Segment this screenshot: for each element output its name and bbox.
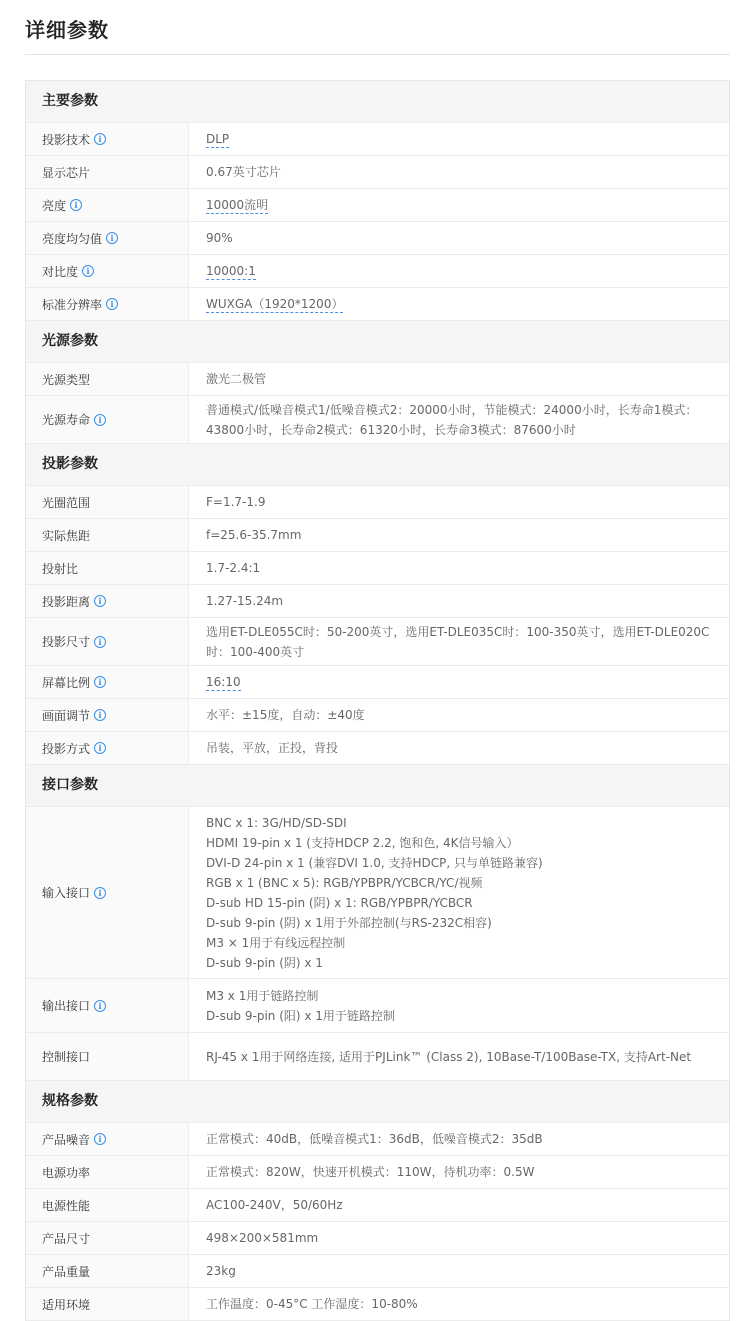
spec-value-cell xyxy=(189,189,729,221)
spec-label: 光源类型 xyxy=(42,372,91,387)
spec-row xyxy=(26,363,729,396)
spec-value-link[interactable]: 10000:1 xyxy=(206,263,256,278)
spec-row xyxy=(26,486,729,519)
spec-value-line: M3 x 1用于链路控制 xyxy=(206,988,319,1003)
spec-label: 投影尺寸 xyxy=(42,635,91,649)
section-header: 接口参数 xyxy=(26,765,729,807)
spec-label-cell xyxy=(26,189,189,221)
spec-value: 激光二极管 xyxy=(206,372,267,386)
info-icon[interactable]: i xyxy=(70,199,82,211)
spec-label: 适用环境 xyxy=(42,1297,91,1312)
spec-value-cell xyxy=(189,288,729,320)
spec-label-cell xyxy=(26,552,189,584)
spec-label-cell xyxy=(26,666,189,698)
spec-value: F=1.7-1.9 xyxy=(206,495,266,509)
spec-value: 1.27-15.24m xyxy=(206,594,284,608)
spec-label-cell xyxy=(26,222,189,254)
spec-value-cell xyxy=(189,1156,729,1188)
spec-value-cell xyxy=(189,1222,729,1254)
spec-label: 画面调节 xyxy=(42,708,91,723)
spec-value-cell xyxy=(189,486,729,518)
spec-label: 投影方式 xyxy=(42,741,91,756)
spec-value: 23kg xyxy=(206,1264,236,1278)
spec-value: AC100-240V，50/60Hz xyxy=(206,1198,343,1212)
spec-label: 光源寿命 xyxy=(42,413,91,427)
spec-value-cell xyxy=(189,1123,729,1155)
info-icon[interactable]: i xyxy=(94,1000,106,1012)
spec-label: 电源功率 xyxy=(42,1165,91,1180)
spec-value-cell xyxy=(189,732,729,764)
section-header: 规格参数 xyxy=(26,1081,729,1123)
spec-label-cell xyxy=(26,1033,189,1080)
spec-value-cell xyxy=(189,807,729,978)
spec-label-cell xyxy=(26,519,189,551)
spec-label: 投影距离 xyxy=(42,594,91,609)
spec-row xyxy=(26,1033,729,1081)
spec-label-cell xyxy=(26,1156,189,1188)
spec-label: 光圈范围 xyxy=(42,495,91,510)
spec-label: 产品噪音 xyxy=(42,1132,91,1147)
info-icon[interactable]: i xyxy=(82,265,94,277)
spec-row xyxy=(26,666,729,699)
spec-value-line: D-sub 9-pin (阴) x 1 xyxy=(206,955,323,970)
spec-value-cell xyxy=(189,1033,729,1080)
info-icon[interactable]: i xyxy=(94,133,106,145)
spec-row xyxy=(26,222,729,255)
spec-row xyxy=(26,123,729,156)
spec-value: f=25.6-35.7mm xyxy=(206,528,302,542)
spec-row xyxy=(26,1156,729,1189)
spec-label: 控制接口 xyxy=(42,1050,91,1064)
info-icon[interactable]: i xyxy=(94,709,106,721)
spec-label-cell xyxy=(26,1288,189,1320)
info-icon[interactable]: i xyxy=(106,232,118,244)
spec-value-cell xyxy=(189,979,729,1032)
spec-value: 工作温度：0-45°C 工作湿度：10-80% xyxy=(206,1297,418,1311)
spec-row xyxy=(26,288,729,321)
spec-value: 正常模式：820W，快速开机模式：110W，待机功率：0.5W xyxy=(206,1165,535,1179)
spec-row xyxy=(26,1288,729,1321)
spec-label: 标准分辨率 xyxy=(42,297,103,312)
spec-label-cell xyxy=(26,123,189,155)
spec-value-cell xyxy=(189,363,729,395)
page-title: 详细参数 xyxy=(25,18,109,42)
spec-value-line: DVI-D 24-pin x 1 (兼容DVI 1.0, 支持HDCP, 只与单链路兼容) xyxy=(206,855,543,870)
spec-value: 1.7-2.4:1 xyxy=(206,561,261,575)
info-icon[interactable]: i xyxy=(94,414,106,426)
spec-value-line: D-sub 9-pin (阴) x 1用于外部控制(与RS-232C相容) xyxy=(206,915,492,930)
spec-value-line: D-sub HD 15-pin (阴) x 1: RGB/YPBPR/YCBCR xyxy=(206,895,473,910)
spec-label: 投射比 xyxy=(42,561,79,576)
spec-value-cell xyxy=(189,396,729,443)
spec-value-cell xyxy=(189,1255,729,1287)
spec-value-line: D-sub 9-pin (阳) x 1用于链路控制 xyxy=(206,1008,395,1023)
spec-row xyxy=(26,1222,729,1255)
spec-row xyxy=(26,732,729,765)
spec-label: 亮度均匀值 xyxy=(42,231,103,246)
spec-label: 显示芯片 xyxy=(42,165,91,180)
spec-row xyxy=(26,255,729,288)
spec-value-line: HDMI 19-pin x 1 (支持HDCP 2.2, 饱和色, 4K信号输入） xyxy=(206,835,519,850)
spec-value-link[interactable]: DLP xyxy=(206,131,230,146)
spec-label-cell xyxy=(26,1189,189,1221)
section-header: 光源参数 xyxy=(26,321,729,363)
section-header: 主要参数 xyxy=(26,81,729,123)
spec-value-cell xyxy=(189,1288,729,1320)
spec-value: RJ-45 x 1用于网络连接, 适用于PJLink™ (Class 2), 10Base-T/100Base-TX, 支持Art-Net xyxy=(206,1049,692,1064)
spec-value: 水平：±15度，自动：±40度 xyxy=(206,708,365,722)
spec-value-cell xyxy=(189,222,729,254)
spec-label-cell xyxy=(26,1222,189,1254)
spec-value-cell xyxy=(189,585,729,617)
spec-value: 498×200×581mm xyxy=(206,1231,319,1245)
spec-label: 投影技术 xyxy=(42,132,91,147)
spec-label-cell xyxy=(26,618,189,665)
spec-label: 屏幕比例 xyxy=(42,675,91,690)
section-header: 投影参数 xyxy=(26,444,729,486)
spec-value-line: M3 × 1用于有线远程控制 xyxy=(206,935,346,950)
spec-label: 产品重量 xyxy=(42,1264,91,1279)
spec-label-cell xyxy=(26,486,189,518)
spec-label-cell xyxy=(26,363,189,395)
info-icon[interactable]: i xyxy=(94,676,106,688)
spec-value: 0.67英寸芯片 xyxy=(206,165,281,179)
info-icon[interactable]: i xyxy=(94,1133,106,1145)
spec-row xyxy=(26,156,729,189)
spec-row xyxy=(26,699,729,732)
spec-table xyxy=(25,80,730,1321)
spec-row xyxy=(26,585,729,618)
spec-row xyxy=(26,1255,729,1288)
spec-value-link[interactable]: 16:10 xyxy=(206,674,241,689)
spec-value-cell xyxy=(189,1189,729,1221)
spec-row xyxy=(26,1189,729,1222)
spec-label: 对比度 xyxy=(42,264,79,279)
spec-value-link[interactable]: WUXGA（1920*1200） xyxy=(206,296,344,311)
spec-value-cell xyxy=(189,666,729,698)
spec-value: 选用ET-DLE055C时：50-200英寸，选用ET-DLE035C时：100-350英寸，选用ET-DLE020C时：100-400英寸 xyxy=(206,624,710,659)
spec-label: 产品尺寸 xyxy=(42,1231,91,1246)
spec-label-cell xyxy=(26,1255,189,1287)
spec-row xyxy=(26,807,729,979)
info-icon[interactable]: i xyxy=(94,742,106,754)
spec-label-cell xyxy=(26,979,189,1032)
spec-label: 输出接口 xyxy=(42,999,91,1013)
spec-row xyxy=(26,1123,729,1156)
spec-label-cell xyxy=(26,156,189,188)
spec-label-cell xyxy=(26,732,189,764)
spec-value-cell xyxy=(189,699,729,731)
spec-label-cell xyxy=(26,1123,189,1155)
spec-label-cell xyxy=(26,396,189,443)
info-icon[interactable]: i xyxy=(106,298,118,310)
spec-label-cell xyxy=(26,288,189,320)
spec-value-cell xyxy=(189,255,729,287)
spec-value-cell xyxy=(189,552,729,584)
spec-value: 吊装，平放，正投，背投 xyxy=(206,741,339,755)
info-icon[interactable]: i xyxy=(94,887,106,899)
spec-value: 正常模式：40dB，低噪音模式1：36dB，低噪音模式2：35dB xyxy=(206,1132,543,1146)
spec-label: 亮度 xyxy=(42,198,67,213)
title-divider xyxy=(25,54,730,55)
spec-label-cell xyxy=(26,807,189,978)
spec-value: 90% xyxy=(206,231,233,245)
spec-value-cell xyxy=(189,618,729,665)
spec-row xyxy=(26,396,729,444)
spec-label: 输入接口 xyxy=(42,886,91,900)
spec-value: 普通模式/低噪音模式1/低噪音模式2：20000小时，节能模式：24000小时，长寿命1模式：43800小时，长寿命2模式：61320小时，长寿命3模式：87600小时 xyxy=(206,402,698,437)
spec-value-line: RGB x 1 (BNC x 5): RGB/YPBPR/YCBCR/YC/视频 xyxy=(206,875,483,890)
spec-label-cell xyxy=(26,585,189,617)
spec-row xyxy=(26,618,729,666)
spec-value-link[interactable]: 10000流明 xyxy=(206,197,269,212)
spec-label-cell xyxy=(26,255,189,287)
info-icon[interactable]: i xyxy=(94,636,106,648)
spec-row xyxy=(26,189,729,222)
spec-label: 电源性能 xyxy=(42,1198,91,1213)
spec-value-line: BNC x 1: 3G/HD/SD-SDI xyxy=(206,815,347,830)
spec-label-cell xyxy=(26,699,189,731)
spec-row xyxy=(26,979,729,1033)
spec-value-cell xyxy=(189,156,729,188)
spec-row xyxy=(26,552,729,585)
spec-label: 实际焦距 xyxy=(42,528,91,543)
spec-value-cell xyxy=(189,519,729,551)
spec-row xyxy=(26,519,729,552)
spec-value-cell xyxy=(189,123,729,155)
info-icon[interactable]: i xyxy=(94,595,106,607)
